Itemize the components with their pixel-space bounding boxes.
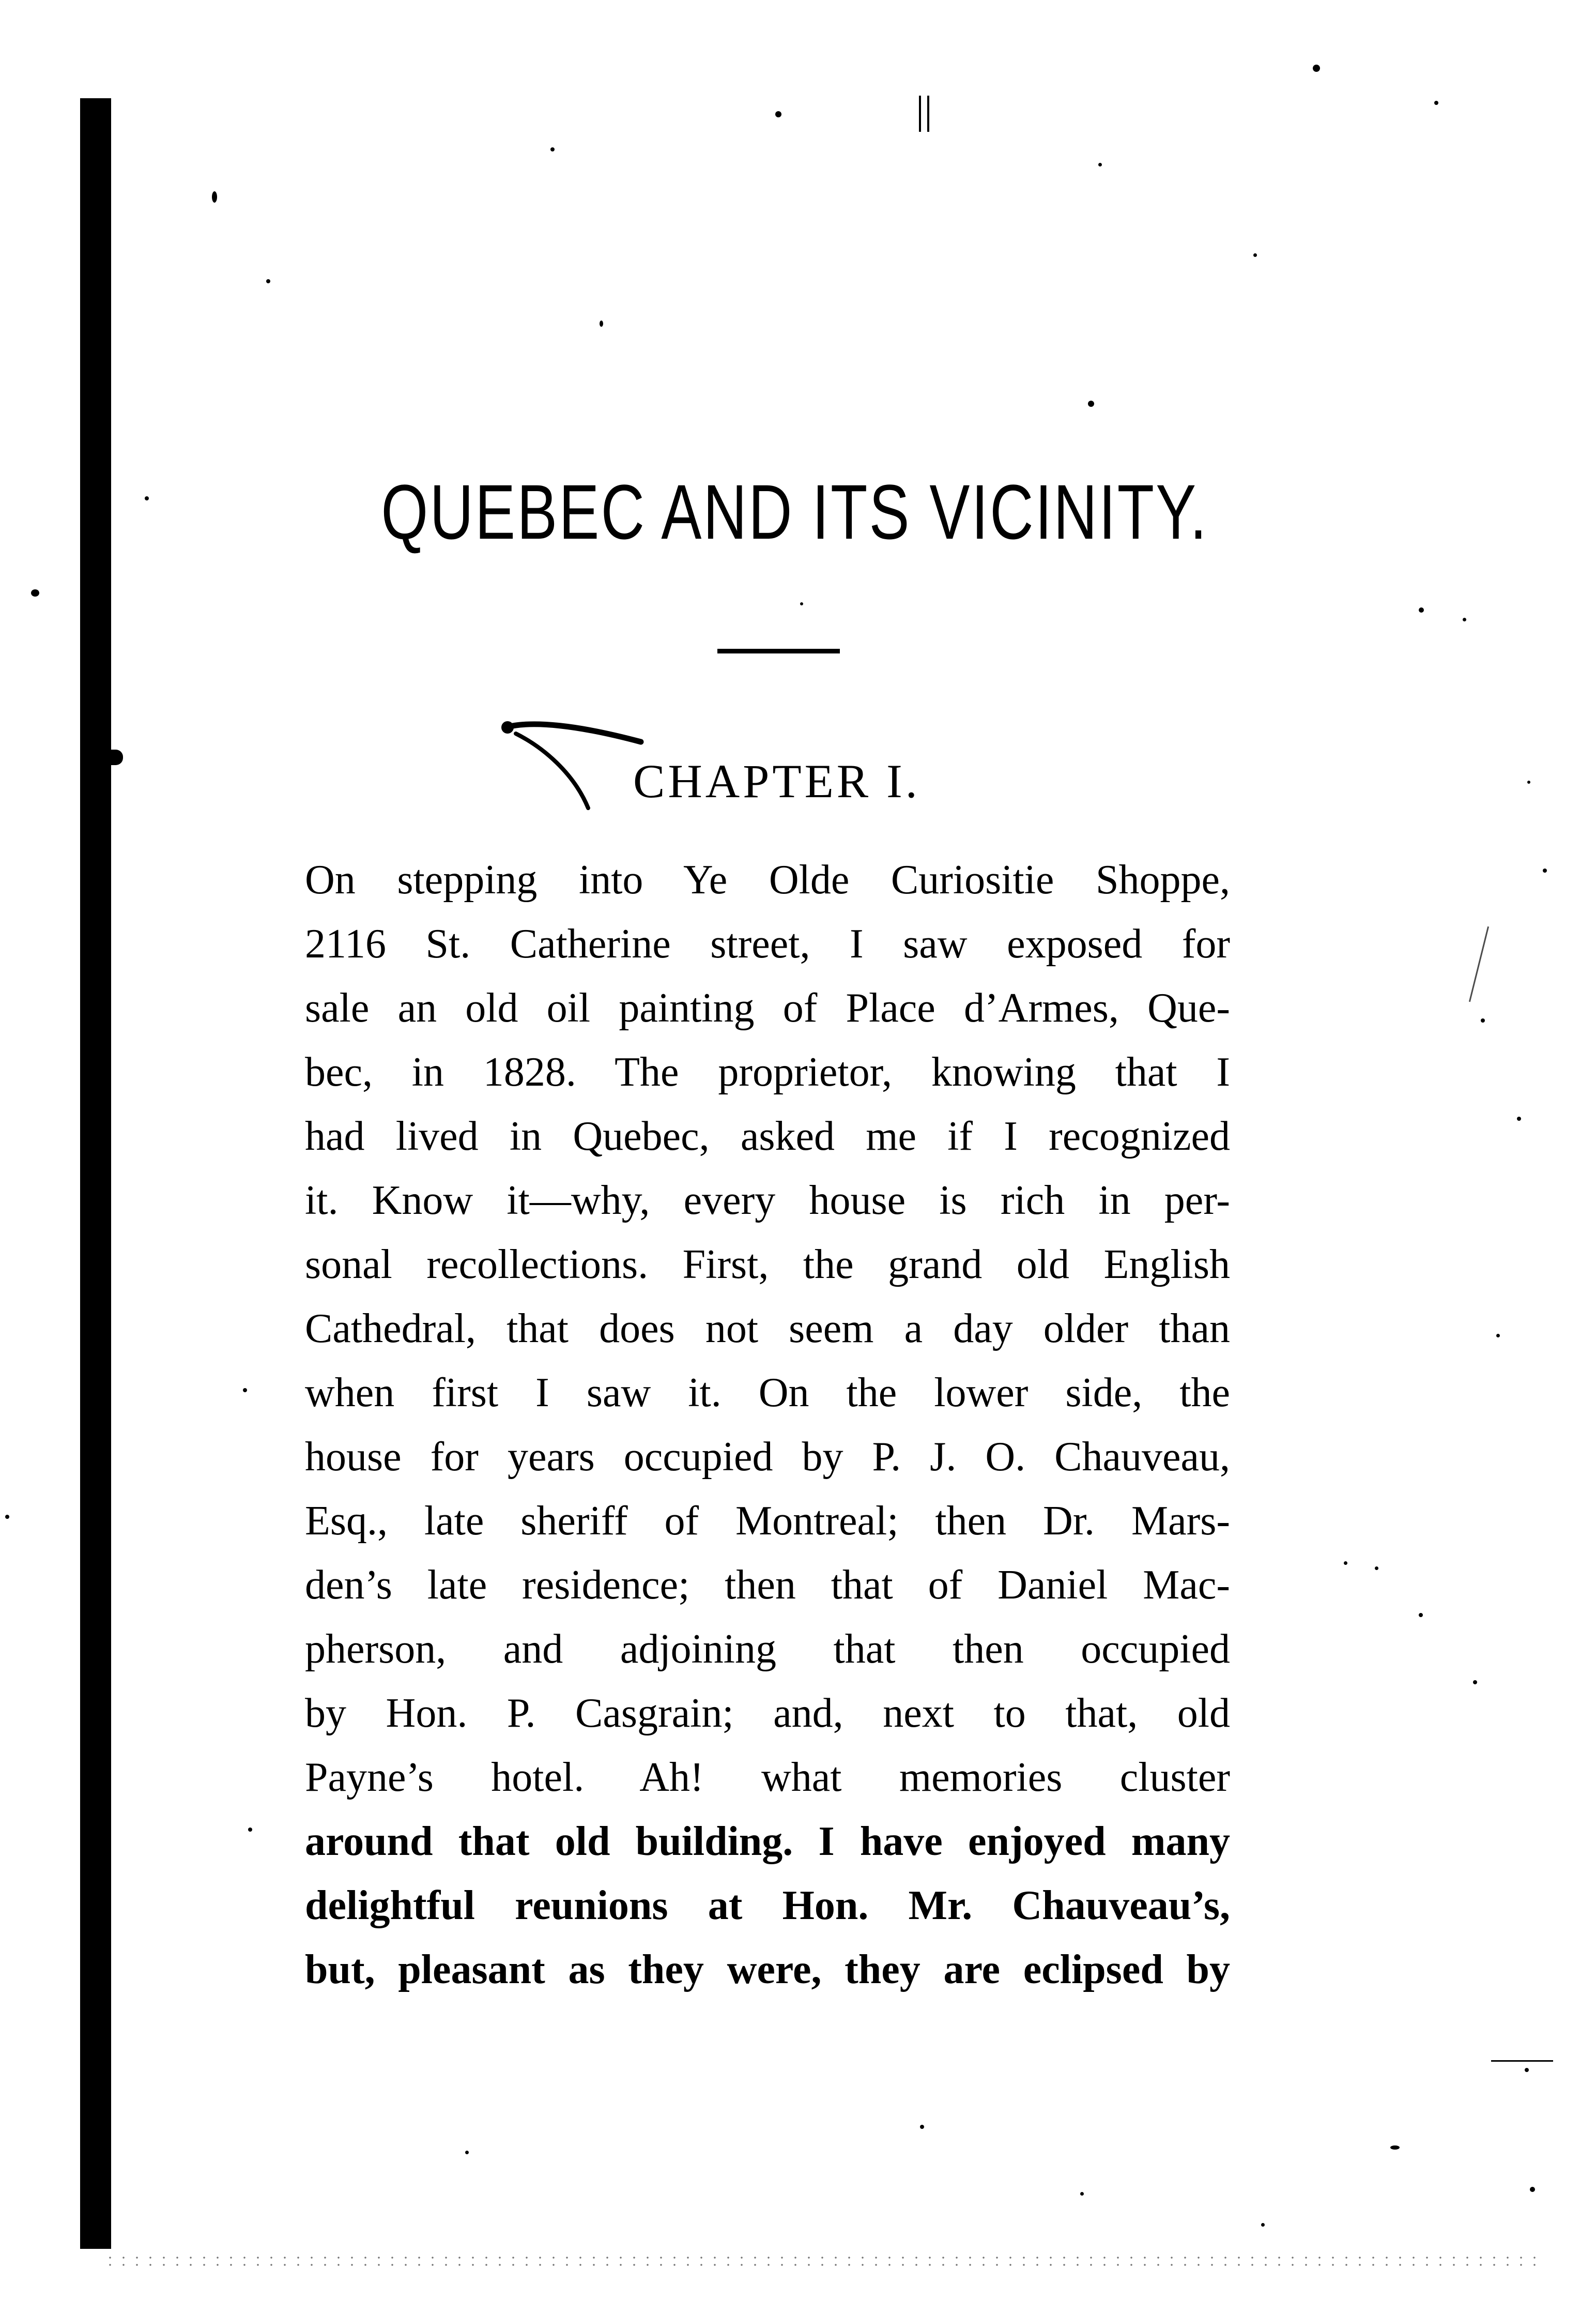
scan-speck xyxy=(800,602,803,605)
page-title: QUEBEC AND ITS VICINITY. xyxy=(381,468,1208,555)
text-line: house for years occupied by P. J. O. Chauveau, xyxy=(305,1434,1230,1480)
scan-speck xyxy=(465,2151,469,2154)
scan-speck xyxy=(1088,401,1094,407)
scan-speck xyxy=(1463,618,1466,621)
scan-speck xyxy=(212,191,217,203)
scan-speck xyxy=(1473,1680,1477,1684)
scan-speck xyxy=(1344,1561,1347,1565)
scan-speck xyxy=(1419,607,1424,613)
text-line: but, pleasant as they were, they are eclipsed by xyxy=(305,1947,1230,1992)
chapter-heading: CHAPTER I. xyxy=(633,755,920,808)
text-line: pherson, and adjoining that then occupied xyxy=(305,1626,1230,1672)
scan-speck xyxy=(266,279,270,283)
text-line: den’s late residence; then that of Daniel Mac- xyxy=(305,1562,1230,1608)
body-paragraph xyxy=(305,848,1230,2002)
scan-speck xyxy=(1375,1566,1378,1570)
text-line: 2116 St. Catherine street, I saw exposed for xyxy=(305,921,1230,967)
scan-speck xyxy=(1527,781,1530,784)
text-line: by Hon. P. Casgrain; and, next to that, old xyxy=(305,1691,1230,1736)
scan-speck xyxy=(1098,163,1102,166)
text-line: around that old building. I have enjoyed many xyxy=(305,1819,1230,1864)
text-line: Cathedral, that does not seem a day older than xyxy=(305,1306,1230,1351)
text-line: had lived in Quebec, asked me if I recognized xyxy=(305,1114,1230,1159)
binding-notch xyxy=(109,750,123,765)
scan-speck xyxy=(1313,65,1320,72)
title-rule xyxy=(717,649,840,653)
scan-speck xyxy=(1543,869,1547,873)
text-line: bec, in 1828. The proprietor, knowing that I xyxy=(305,1049,1230,1095)
scan-speck xyxy=(1390,2145,1400,2150)
scan-speck xyxy=(1419,1613,1423,1617)
binding-edge xyxy=(80,98,111,2249)
text-line: delightful reunions at Hon. Mr. Chauveau’s, xyxy=(305,1883,1230,1928)
text-line: Payne’s hotel. Ah! what memories cluster xyxy=(305,1755,1230,1800)
text-line: On stepping into Ye Olde Curiositie Shoppe, xyxy=(305,857,1230,903)
text-line: sale an old oil painting of Place d’Armes, Que- xyxy=(305,985,1230,1031)
scan-speck xyxy=(5,1515,9,1519)
scan-speck xyxy=(920,2125,924,2129)
scan-speck xyxy=(31,589,39,597)
text-line: Esq., late sheriff of Montreal; then Dr. Mars- xyxy=(305,1498,1230,1544)
scan-speck xyxy=(1261,2223,1265,2227)
scan-dash xyxy=(1491,2060,1553,2062)
scan-speck xyxy=(243,1388,247,1392)
scan-mark xyxy=(919,96,929,132)
text-line: when first I saw it. On the lower side, the xyxy=(305,1370,1230,1415)
scan-stroke xyxy=(1469,926,1489,1002)
scan-speck xyxy=(1496,1334,1500,1337)
scan-speck xyxy=(1080,2192,1084,2196)
scan-speck xyxy=(1253,253,1257,257)
text-line: sonal recollections. First, the grand old English xyxy=(305,1242,1230,1287)
scan-speck xyxy=(1525,2068,1529,2072)
bottom-edge-noise xyxy=(103,2254,1540,2270)
scan-speck xyxy=(145,496,149,500)
text-line: it. Know it—why, every house is rich in per- xyxy=(305,1178,1230,1223)
scan-speck xyxy=(248,1828,252,1832)
scan-speck xyxy=(600,321,603,327)
scan-speck xyxy=(1517,1117,1521,1121)
scan-speck xyxy=(1434,101,1438,105)
scan-speck xyxy=(1481,1018,1485,1023)
scan-speck xyxy=(1530,2187,1535,2192)
scan-speck xyxy=(775,111,781,117)
scan-speck xyxy=(550,147,555,151)
